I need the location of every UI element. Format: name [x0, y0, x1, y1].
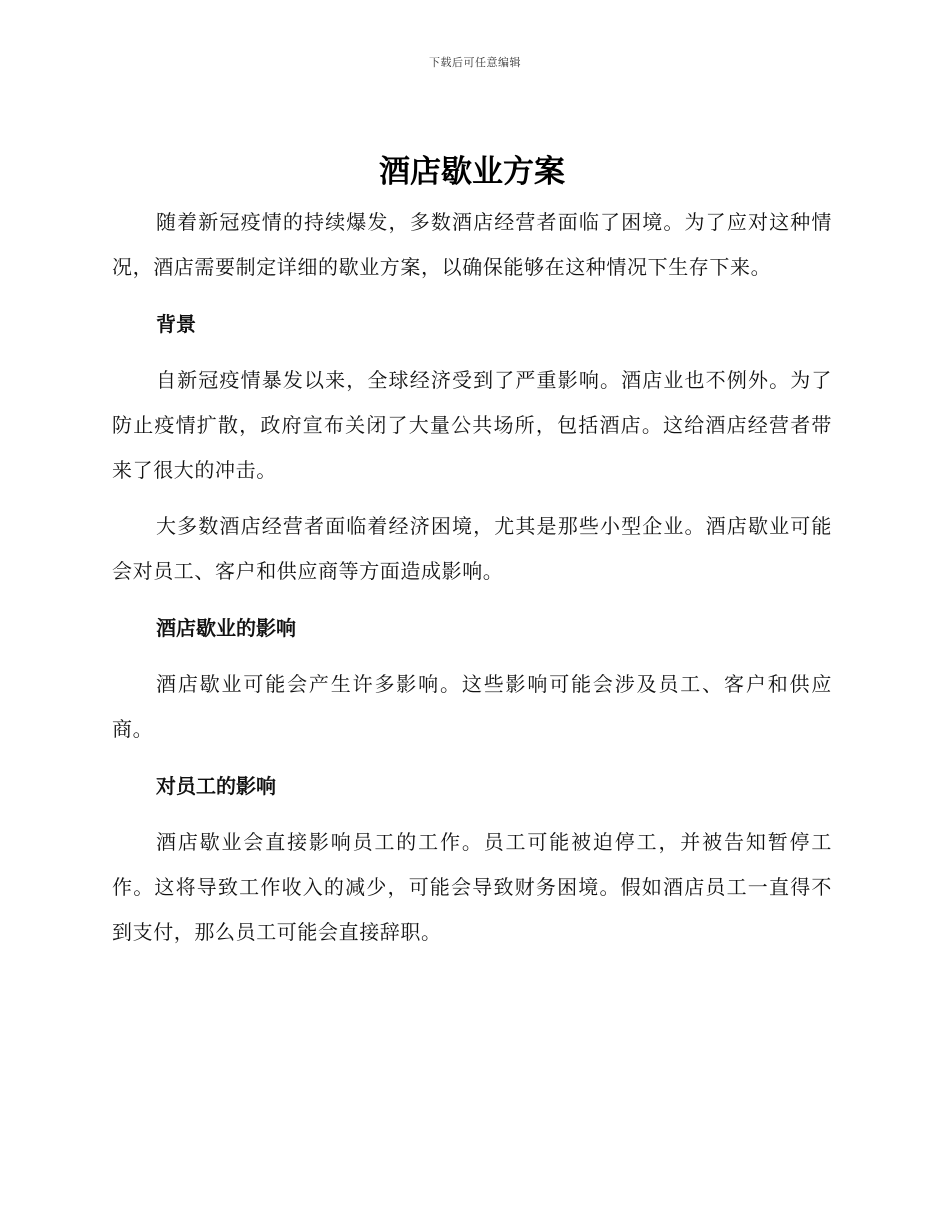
section-heading-employee-impact: 对员工的影响	[156, 774, 276, 798]
section-heading-closure-impact: 酒店歇业的影响	[156, 616, 296, 640]
intro-paragraph: 随着新冠疫情的持续爆发，多数酒店经营者面临了困境。为了应对这种情况，酒店需要制定详细的歇业方案，以确保能够在这种情况下生存下来。	[112, 210, 832, 279]
document-body	[112, 150, 832, 955]
background-paragraph-2: 大多数酒店经营者面临着经济困境，尤其是那些小型企业。酒店歇业可能会对员工、客户和供应商等方面造成影响。	[112, 514, 832, 583]
page-header: 下载后可任意编辑	[429, 56, 521, 69]
background-paragraph-1: 自新冠疫情暴发以来，全球经济受到了严重影响。酒店业也不例外。为了防止疫情扩散，政府宣布关闭了大量公共场所，包括酒店。这给酒店经营者带来了很大的冲击。	[112, 368, 832, 482]
closure-impact-paragraph: 酒店歇业可能会产生许多影响。这些影响可能会涉及员工、客户和供应商。	[112, 672, 832, 741]
document-title: 酒店歇业方案	[379, 154, 565, 190]
employee-impact-paragraph: 酒店歇业会直接影响员工的工作。员工可能被迫停工，并被告知暂停工作。这将导致工作收入的减少，可能会导致财务困境。假如酒店员工一直得不到支付，那么员工可能会直接辞职。	[112, 830, 832, 944]
section-heading-background: 背景	[156, 312, 196, 336]
